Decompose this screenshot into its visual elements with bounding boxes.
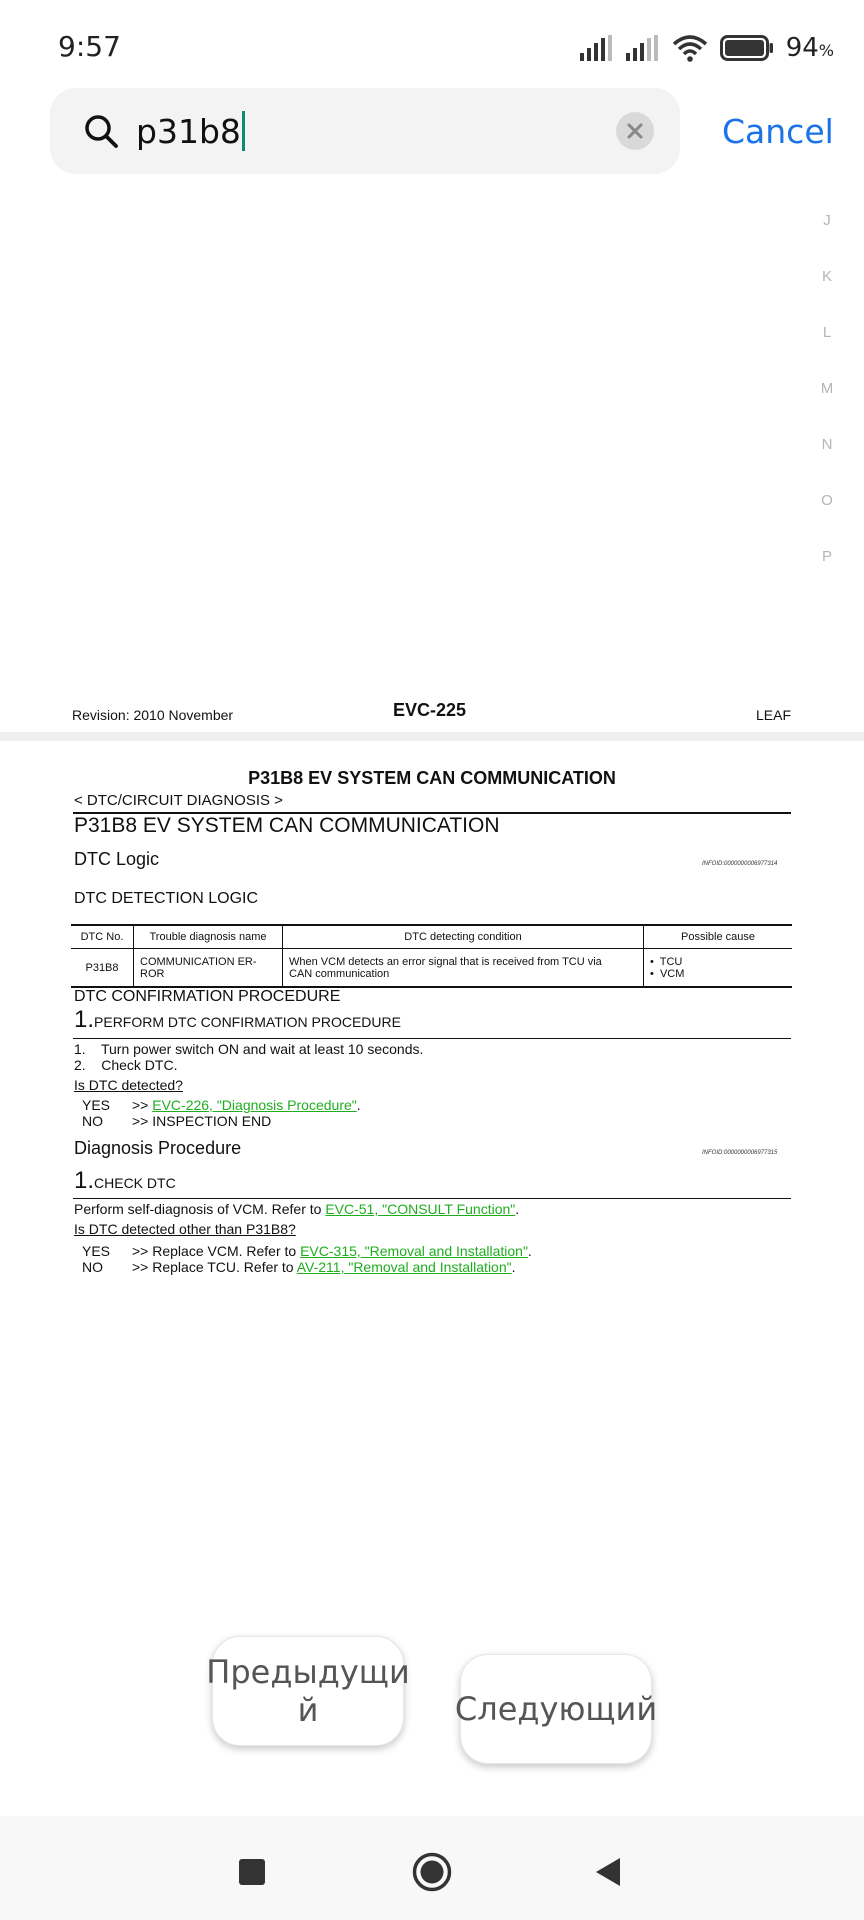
- possible-cause-cell: [644, 949, 793, 988]
- table-row: [71, 949, 792, 988]
- alpha-index-o[interactable]: O: [821, 492, 833, 509]
- diagnosis-step-heading: [74, 1167, 176, 1195]
- step-title: PERFORM DTC CONFIRMATION PROCEDURE: [94, 1014, 401, 1030]
- step-title: CHECK DTC: [94, 1175, 176, 1191]
- wifi-icon: [672, 34, 708, 62]
- condition-line: CAN communication: [289, 967, 390, 980]
- status-icons: [580, 30, 834, 66]
- confirmation-step-heading: [74, 1006, 401, 1034]
- alpha-index-k[interactable]: K: [821, 268, 832, 285]
- cancel-button[interactable]: Cancel: [722, 112, 834, 151]
- trouble-name-cell: [134, 949, 283, 988]
- dtc-number-cell: P31B8: [71, 949, 134, 988]
- breadcrumb: < DTC/CIRCUIT DIAGNOSIS >: [74, 792, 283, 809]
- search-query: p31b8: [136, 111, 241, 151]
- av-211-link[interactable]: AV-211, "Removal and Installation": [296, 1259, 512, 1275]
- table-header: DTC No.: [71, 925, 134, 949]
- confirmation-no-label: NO: [82, 1113, 103, 1129]
- detection-logic-heading: DTC DETECTION LOGIC: [74, 890, 259, 907]
- dtc-table: [71, 924, 792, 988]
- system-nav-bar: [0, 1816, 864, 1920]
- confirmation-question: Is DTC detected?: [74, 1077, 183, 1093]
- detecting-condition-cell: [283, 949, 644, 988]
- alpha-index-p[interactable]: P: [821, 548, 832, 565]
- step-number: 1.: [74, 1167, 95, 1194]
- divider: [73, 1038, 791, 1039]
- table-header: DTC detecting condition: [283, 925, 644, 949]
- text-caret: [242, 111, 245, 151]
- alpha-index-n[interactable]: N: [821, 436, 833, 453]
- dtc-logic-heading: DTC Logic: [74, 849, 160, 869]
- previous-button-label: Предыдущи: [206, 1653, 410, 1691]
- diagnosis-text: Perform self-diagnosis of VCM. Refer to EVC-51, "CONSULT Function".: [74, 1201, 520, 1217]
- status-time: 9:57: [58, 30, 121, 63]
- search-input[interactable]: [136, 111, 245, 151]
- confirmation-yes-text: >> EVC-226, "Diagnosis Procedure".: [132, 1097, 361, 1113]
- home-icon[interactable]: [412, 1852, 452, 1892]
- clear-search-button[interactable]: [616, 112, 654, 150]
- divider: [73, 1198, 791, 1199]
- diagnosis-heading: Diagnosis Procedure: [74, 1138, 242, 1158]
- dtc-logic-infoid: INFOID:0000000006977314: [702, 861, 778, 867]
- condition-line: When VCM detects an error signal that is received from TCU via: [289, 955, 602, 968]
- table-header: Trouble diagnosis name: [134, 925, 283, 949]
- evc-51-link[interactable]: EVC-51, "CONSULT Function": [325, 1201, 516, 1217]
- alpha-index-l[interactable]: L: [822, 324, 832, 341]
- document-top-title: P31B8 EV SYSTEM CAN COMMUNICATION: [248, 768, 616, 788]
- trouble-name-line: ROR: [140, 967, 165, 980]
- confirmation-yes-label: YES: [82, 1097, 111, 1113]
- diagnosis-yes-text: >> Replace VCM. Refer to EVC-315, "Removal and Installation".: [132, 1243, 532, 1259]
- diagnosis-no-label: NO: [82, 1259, 103, 1275]
- confirmation-heading: DTC CONFIRMATION PROCEDURE: [74, 988, 341, 1005]
- evc-315-link[interactable]: EVC-315, "Removal and Installation": [300, 1243, 528, 1259]
- confirmation-item: 2. Check DTC.: [74, 1057, 178, 1073]
- diagnosis-question: Is DTC detected other than P31B8?: [74, 1221, 296, 1237]
- previous-button-label-wrap: й: [297, 1691, 319, 1729]
- page-code: EVC-225: [393, 700, 467, 720]
- page-revision: Revision: 2010 November: [72, 707, 234, 723]
- back-icon[interactable]: [594, 1856, 622, 1888]
- cellular-signal-icon: [580, 35, 614, 61]
- diagnosis-infoid: INFOID:0000000006977315: [702, 1150, 778, 1156]
- evc-226-link[interactable]: EVC-226, "Diagnosis Procedure": [152, 1097, 357, 1113]
- trouble-name-line: COMMUNICATION ER-: [140, 955, 257, 968]
- alpha-index-m[interactable]: M: [820, 380, 834, 397]
- search-icon: [82, 112, 120, 150]
- recent-apps-icon[interactable]: [238, 1858, 266, 1886]
- alpha-index-j[interactable]: J: [823, 212, 831, 229]
- cause-item: • TCU: [650, 955, 683, 968]
- battery-icon: [720, 35, 774, 61]
- step-number: 1.: [74, 1006, 95, 1033]
- next-result-button[interactable]: Следующий: [460, 1654, 652, 1764]
- document-main-title: P31B8 EV SYSTEM CAN COMMUNICATION: [74, 814, 500, 837]
- table-header-row: [71, 925, 792, 949]
- cellular-signal-2-icon: [626, 35, 660, 61]
- close-icon: [627, 123, 643, 139]
- page-separator: [0, 732, 864, 741]
- cause-item: • VCM: [650, 967, 685, 980]
- battery-level: 94%: [785, 33, 834, 63]
- search-bar[interactable]: [50, 88, 680, 174]
- table-header: Possible cause: [644, 925, 793, 949]
- confirmation-no-text: >> INSPECTION END: [132, 1113, 272, 1129]
- diagnosis-yes-label: YES: [82, 1243, 111, 1259]
- diagnosis-no-text: >> Replace TCU. Refer to AV-211, "Removal and Installation".: [132, 1259, 516, 1275]
- previous-result-button[interactable]: [206, 1636, 410, 1746]
- page-model: LEAF: [756, 707, 792, 723]
- confirmation-item: 1. Turn power switch ON and wait at least 10 seconds.: [74, 1041, 424, 1057]
